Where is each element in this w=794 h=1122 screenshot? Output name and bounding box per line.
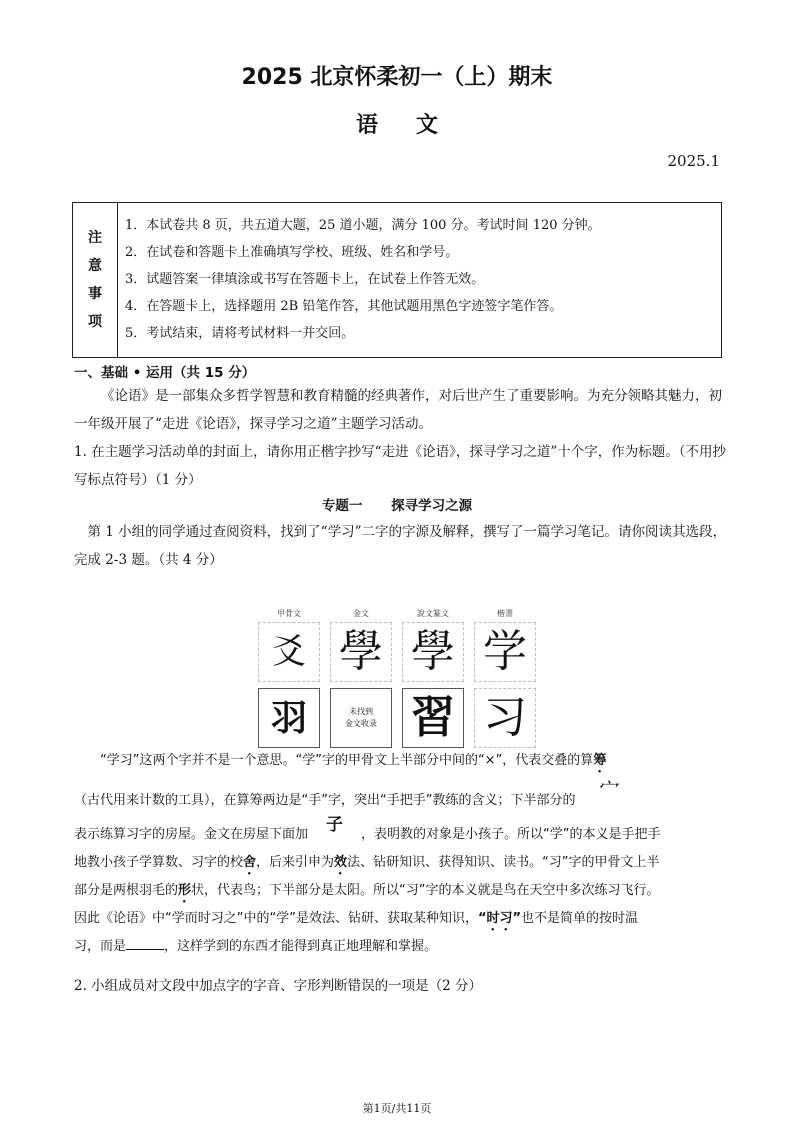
oracle-xue-glyph: 爻 <box>272 632 306 672</box>
notice-heading-char: 意 <box>88 258 102 274</box>
note-text: 因此《论语》中“学而时习之”中的“学”是效法、钻研、获取某种知识， <box>74 911 478 926</box>
section-heading: 一、基础 • 运用（共 15 分） <box>74 365 256 381</box>
glyph-cell <box>330 688 392 748</box>
bronze-xue-glyph: 學 <box>339 626 383 677</box>
note-text: 部分是两根羽毛的 <box>74 883 179 898</box>
note-line <box>74 777 724 816</box>
note-text: 也不是简单的按时温 <box>521 911 639 926</box>
note-text: 地教小孩子学算数、习字的校 <box>74 855 244 870</box>
note-dotted-word: “时习” <box>477 911 522 926</box>
missing-note-line: 金文收录 <box>345 719 377 728</box>
group-intro: 第 1 小组的同学通过查阅资料，找到了“学习”二字的字源及解释，撰写了一篇学习笔记。请你阅读其选段，完成 2-3 题。（共 4 分） <box>74 524 726 568</box>
missing-note-line: 未找到 <box>349 707 373 716</box>
notice-item: 4．在答题卡上，选择题用 2B 铅笔作答，其他试题用黑色字迹签字笔作答。 <box>125 299 563 314</box>
notice-item: 2．在试卷和答题卡上准确填写学校、班级、姓名和学号。 <box>125 245 459 260</box>
note-line <box>74 876 724 906</box>
script-label: 甲骨文 <box>277 609 301 618</box>
intro-paragraph: 《论语》是一部集众多哲学智慧和教育精髓的经典著作，对后世产生了重要影响。为充分领略其魅力，初一年级开展了“走进《论语》，探寻学习之道”主题学习活动。 <box>74 388 722 432</box>
note-line <box>74 815 724 850</box>
notice-heading-char: 事 <box>88 286 102 302</box>
notice-heading <box>73 203 118 357</box>
notice-item: 3．试题答案一律填涂或书写在答题卡上，在试卷上作答无效。 <box>125 272 485 287</box>
notice-item: 5．考试结束，请将考试材料一并交回。 <box>125 326 355 341</box>
note-text: 法、钻研知识、获得知识、读书。“习”字的甲骨文上半 <box>347 855 660 870</box>
child-glyph: 子 <box>326 815 344 835</box>
note-dotted-char: 舍 <box>243 855 257 870</box>
glyph-cell <box>474 688 536 748</box>
script-label: 楷書 <box>497 609 513 618</box>
notice-item: 1．本试卷共 8 页，共五道大题，25 道小题，满分 100 分。考试时间 120 分钟。 <box>125 218 601 233</box>
glyph-cell <box>402 688 464 748</box>
note-text: ，这样学到的东西才能得到真正地理解和掌握。 <box>164 939 438 954</box>
note-line <box>74 904 724 934</box>
topic-label: 专题一 <box>321 498 363 514</box>
seal-xi-glyph: 習 <box>411 692 455 743</box>
note-text: 习，而是 <box>74 939 127 954</box>
subject-title: 语文 <box>355 112 476 138</box>
page-footer: 第1页/共11页 <box>362 1102 432 1115</box>
exam-title: 2025 北京怀柔初一（上）期末 <box>241 65 553 90</box>
question-1: 1. 在主题学习活动单的封面上，请你用正楷字抄写“走进《论语》，探寻学习之道”十个字，作为标题。（不用抄写标点符号）（1 分） <box>74 444 726 488</box>
script-label: 說文篆文 <box>417 609 449 618</box>
question-2: 2. 小组成员对文段中加点字的字音、字形判断错误的一项是（2 分） <box>74 978 483 994</box>
note-line <box>74 848 724 878</box>
note-text: 状，代表鸟；下半部分是太阳。所以“习”字的本义就是鸟在天空中多次练习飞行。 <box>191 883 660 898</box>
note-dotted-char: 筹 <box>593 753 607 768</box>
notice-heading-char: 项 <box>88 314 102 330</box>
glyph-cell <box>258 622 320 682</box>
topic-title: 探寻学习之源 <box>391 498 473 514</box>
oracle-xi-glyph: 羽 <box>270 697 307 739</box>
note-text: ，后来引申为 <box>256 855 335 870</box>
note-dotted-char: 效 <box>334 855 348 870</box>
fill-blank[interactable] <box>126 937 164 950</box>
notice-box <box>72 202 722 358</box>
seal-xue-glyph: 學 <box>411 626 455 677</box>
note-text: “学习”这两个字并不是一个意思。“学”字的甲骨文上半部分中间的“×”，代表交叠的算 <box>100 753 594 768</box>
note-dotted-char: 形 <box>178 883 192 898</box>
regular-xue-glyph: 学 <box>483 626 527 677</box>
regular-xi-glyph: 习 <box>483 692 527 743</box>
glyph-cell <box>330 622 392 682</box>
note-text: 表示练算习字的房屋。金文在房屋下面加 <box>74 827 309 842</box>
note-line <box>74 932 724 962</box>
exam-date: 2025.1 <box>667 152 720 170</box>
glyph-cell <box>402 622 464 682</box>
glyph-cell <box>474 622 536 682</box>
script-label: 金文 <box>353 609 369 618</box>
notice-heading-char: 注 <box>88 230 102 246</box>
glyph-cell <box>258 688 320 748</box>
notice-list <box>125 212 601 347</box>
note-line <box>74 746 724 776</box>
roof-glyph: 宀 <box>599 777 620 801</box>
missing-note <box>345 706 377 730</box>
note-text: ，表明教的对象是小孩子。所以“学”的本义是手把手 <box>361 827 661 842</box>
note-text: （古代用来计数的工具），在算筹两边是“手”字，突出“手把手”教练的含义；下半部分的 <box>74 793 576 808</box>
topic-heading <box>0 494 794 514</box>
